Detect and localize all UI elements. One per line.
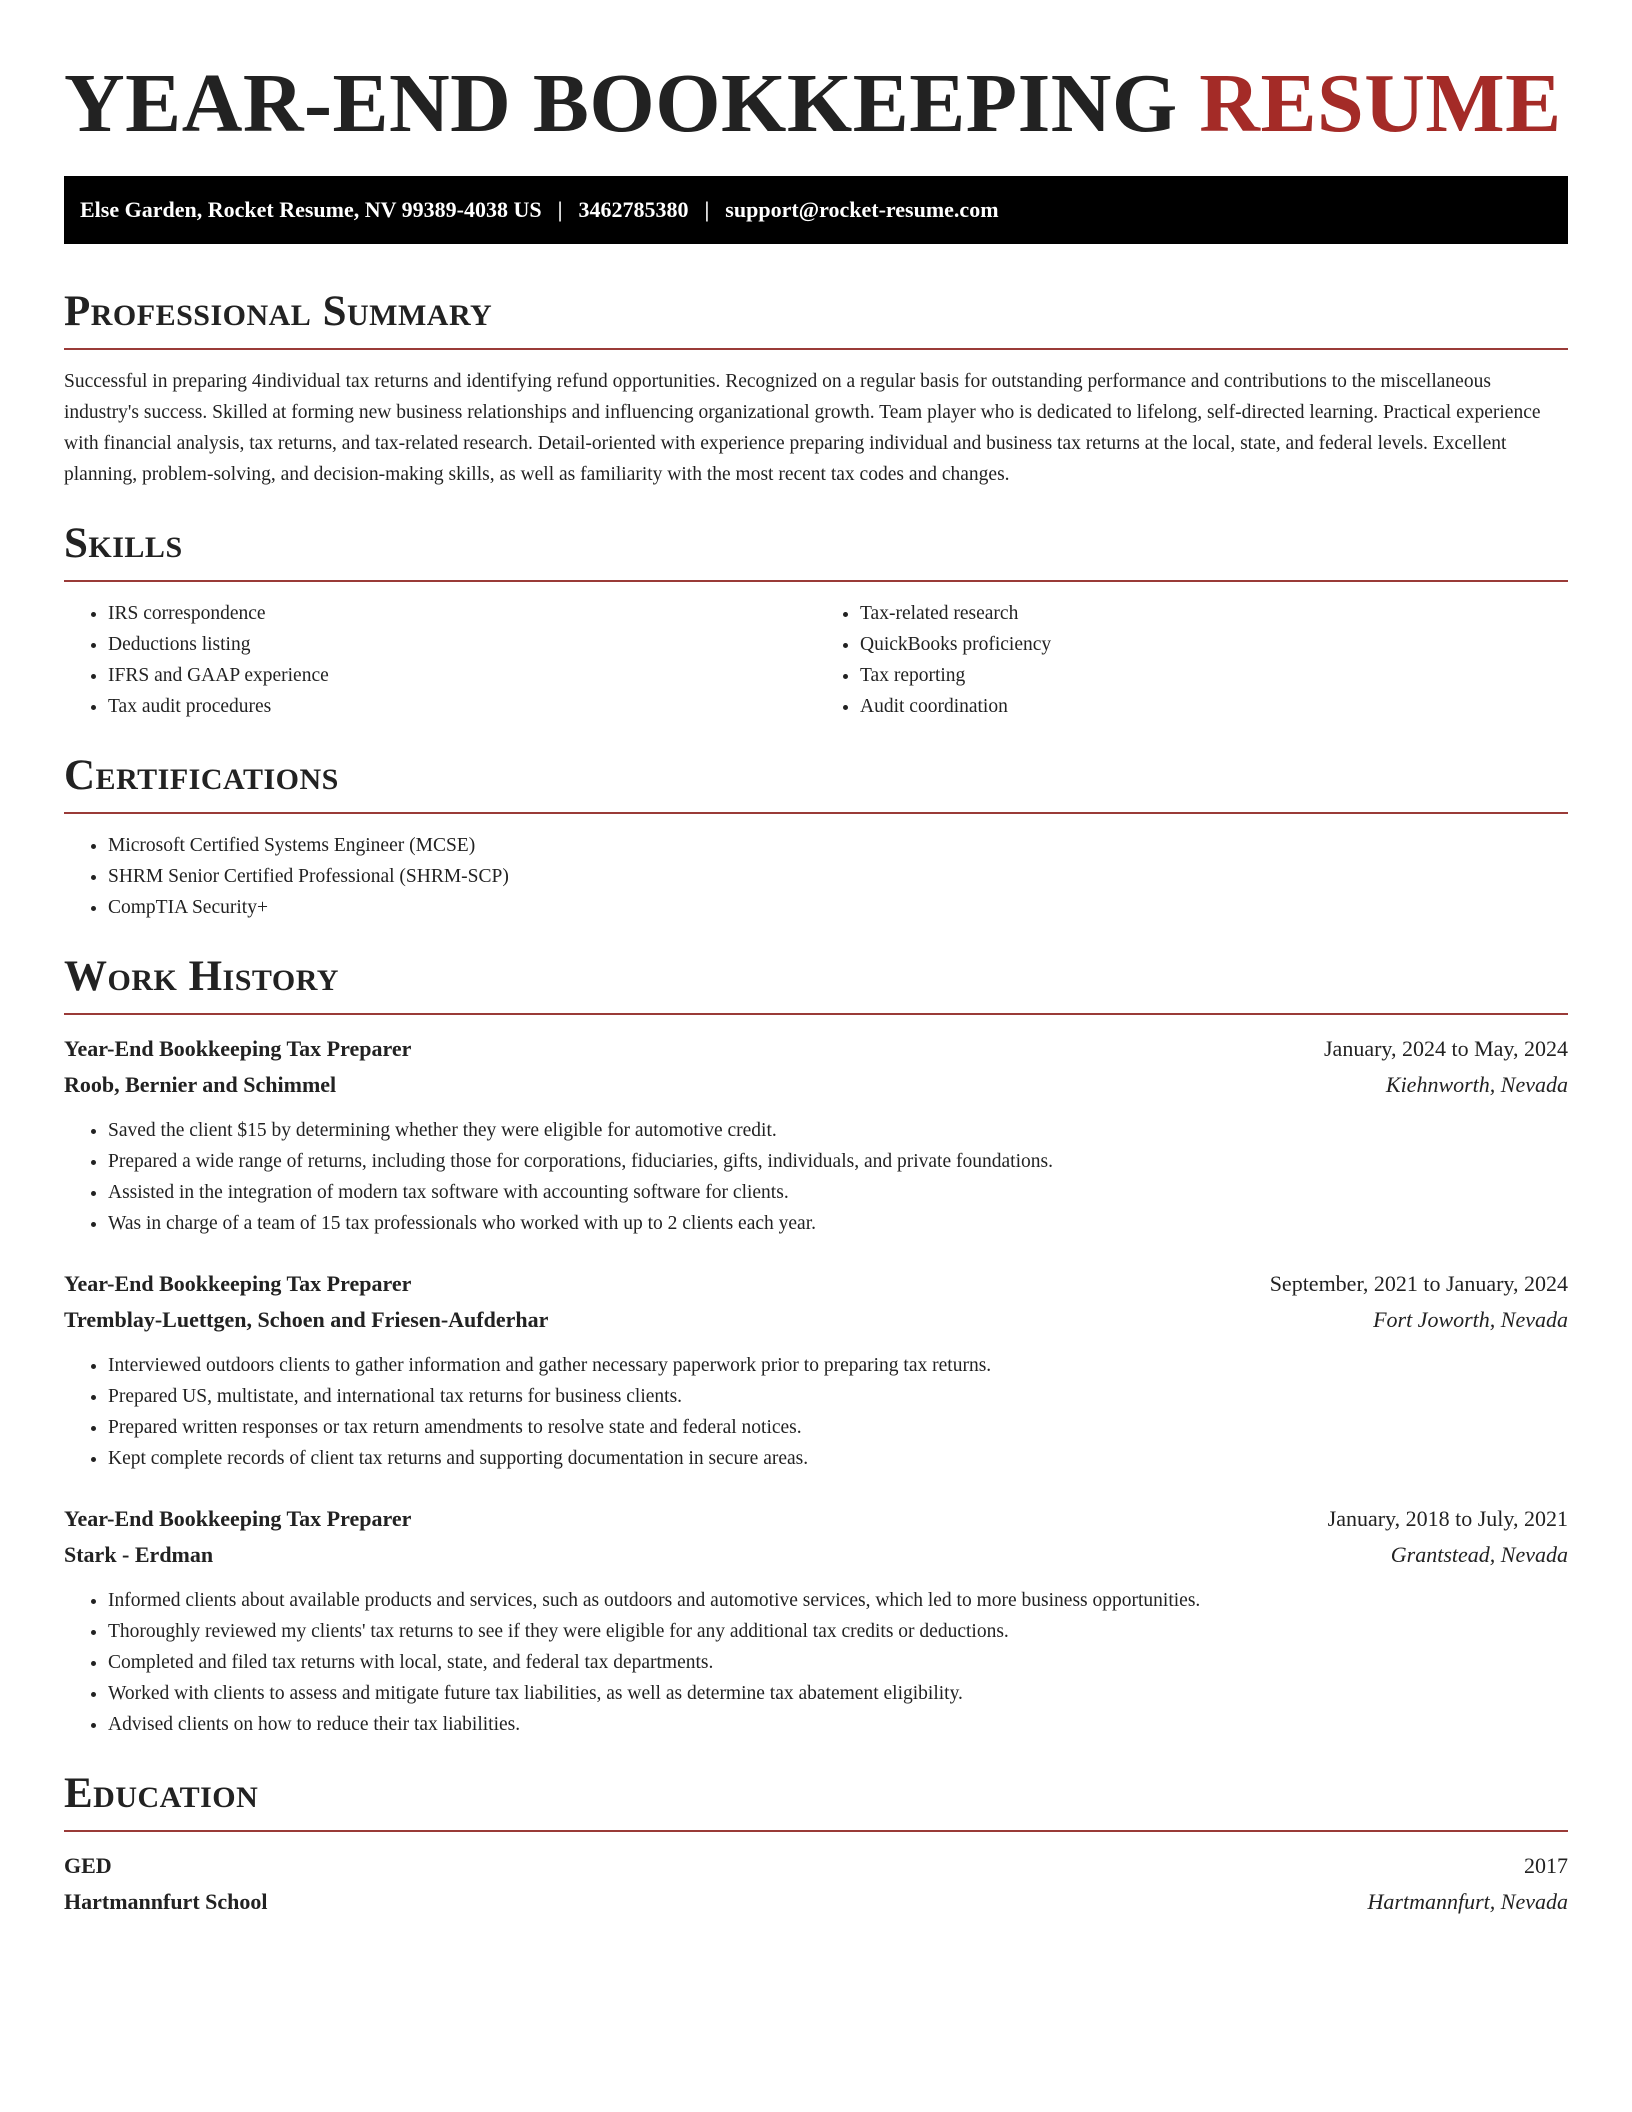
job-location: Fort Joworth, Nevada [1373,1307,1568,1332]
job-header-row [64,1266,1568,1302]
job-bullet: • Prepared a wide range of returns, including those for corporations, fiduciaries, gifts, individuals, and private foundations. [108,1146,1568,1177]
education-school-row [64,1884,1568,1920]
skill-item: • Audit coordination [860,691,1568,722]
job-bullet: • Informed clients about available products and services, such as outdoors and automotive services, which led to more business opportunities. [108,1585,1568,1616]
education-degree-row [64,1848,1568,1884]
section-heading-skills: Skills [64,520,183,567]
contact-email: support@rocket-resume.com [725,197,999,222]
skill-item: • Tax reporting [860,660,1568,691]
contact-separator: | [704,197,710,222]
contact-address: Else Garden, Rocket Resume, NV 99389-4038 US [80,197,542,222]
job-bullet: • Was in charge of a team of 15 tax professionals who worked with up to 2 clients each year. [108,1208,1568,1239]
job-bullets [64,1115,1568,1239]
job-bullets [64,1350,1568,1474]
education-location: Hartmannfurt, Nevada [1367,1889,1568,1914]
skills-columns [64,598,1568,722]
skills-section [64,518,1568,722]
job-title: Year-End Bookkeeping Tax Preparer [64,1506,412,1531]
job-company: Roob, Bernier and Schimmel [64,1072,337,1097]
job-bullet: • Advised clients on how to reduce their tax liabilities. [108,1709,1568,1740]
skill-item: • QuickBooks proficiency [860,629,1568,660]
job-company-row [64,1537,1568,1573]
section-divider [64,580,1568,582]
job-bullet: • Thoroughly reviewed my clients' tax returns to see if they were eligible for any additional tax credits or deductions. [108,1616,1568,1647]
job-entry [64,1266,1568,1474]
job-dates: January, 2024 to May, 2024 [1324,1036,1568,1061]
skill-item: • IRS correspondence [108,598,816,629]
section-divider [64,348,1568,350]
job-dates: January, 2018 to July, 2021 [1327,1506,1568,1531]
certification-item: • SHRM Senior Certified Professional (SHRM-SCP) [108,861,1568,892]
title-main: YEAR-END BOOKKEEPING [64,57,1178,150]
job-bullet: • Worked with clients to assess and mitigate future tax liabilities, as well as determine tax abatement eligibility. [108,1678,1568,1709]
skill-item: • Tax audit procedures [108,691,816,722]
education-entry [64,1848,1568,1920]
section-divider [64,1830,1568,1832]
job-entry [64,1501,1568,1740]
job-header-row [64,1501,1568,1537]
section-heading-work-history: Work History [64,953,339,1000]
job-bullet: • Kept complete records of client tax returns and supporting documentation in secure areas. [108,1443,1568,1474]
job-bullet: • Prepared written responses or tax return amendments to resolve state and federal notices. [108,1412,1568,1443]
skill-item: • Deductions listing [108,629,816,660]
skill-item: • IFRS and GAAP experience [108,660,816,691]
work-history-section [64,951,1568,1740]
certification-item: • Microsoft Certified Systems Engineer (MCSE) [108,830,1568,861]
job-header-row [64,1031,1568,1067]
summary-section [64,286,1568,490]
certifications-section [64,750,1568,923]
summary-text: Successful in preparing 4individual tax returns and identifying refund opportunities. Recognized on a regular basis for outstanding performance and contributions to the miscellaneous industry's success. Skilled at forming new business relationships and influencing organizational growth. Team player who is dedicated to lifelong, self-directed learning. Practical experience with financial analysis, tax returns, and tax-related research. Detail-oriented with experience preparing individual and business tax returns at the local, state, and federal levels. Excellent planning, problem-solving, and decision-making skills, as well as familiarity with the most recent tax codes and changes. [64,371,1541,485]
job-entry [64,1031,1568,1239]
job-bullet: • Prepared US, multistate, and international tax returns for business clients. [108,1381,1568,1412]
section-heading-certifications: Certifications [64,752,339,799]
contact-bar [64,176,1568,244]
job-bullet: • Saved the client $15 by determining whether they were eligible for automotive credit. [108,1115,1568,1146]
job-company: Stark - Erdman [64,1542,214,1567]
job-bullet: • Interviewed outdoors clients to gather information and gather necessary paperwork prior to preparing tax returns. [108,1350,1568,1381]
section-heading-summary: Professional Summary [64,288,493,335]
job-dates: September, 2021 to January, 2024 [1269,1271,1568,1296]
section-divider [64,1013,1568,1015]
job-title: Year-End Bookkeeping Tax Preparer [64,1271,412,1296]
job-bullet: • Completed and filed tax returns with local, state, and federal tax departments. [108,1647,1568,1678]
certifications-list [64,830,1568,923]
job-company-row [64,1067,1568,1103]
job-location: Grantstead, Nevada [1390,1542,1568,1567]
contact-separator: | [557,197,563,222]
contact-phone: 3462785380 [578,197,689,222]
skills-list-right [816,598,1568,722]
certification-item: • CompTIA Security+ [108,892,1568,923]
education-section [64,1768,1568,1920]
job-company: Tremblay-Luettgen, Schoen and Friesen-Aufderhar [64,1307,549,1332]
resume-title [64,56,1568,152]
education-school: Hartmannfurt School [64,1889,268,1914]
education-year: 2017 [1524,1853,1568,1878]
section-divider [64,812,1568,814]
section-heading-education: Education [64,1770,259,1817]
job-company-row [64,1302,1568,1338]
skill-item: • Tax-related research [860,598,1568,629]
title-accent: RESUME [1199,57,1562,150]
job-title: Year-End Bookkeeping Tax Preparer [64,1036,412,1061]
job-bullet: • Assisted in the integration of modern tax software with accounting software for clients. [108,1177,1568,1208]
job-location: Kiehnworth, Nevada [1385,1072,1568,1097]
skills-list-left [64,598,816,722]
job-bullets [64,1585,1568,1740]
education-degree: GED [64,1853,112,1878]
